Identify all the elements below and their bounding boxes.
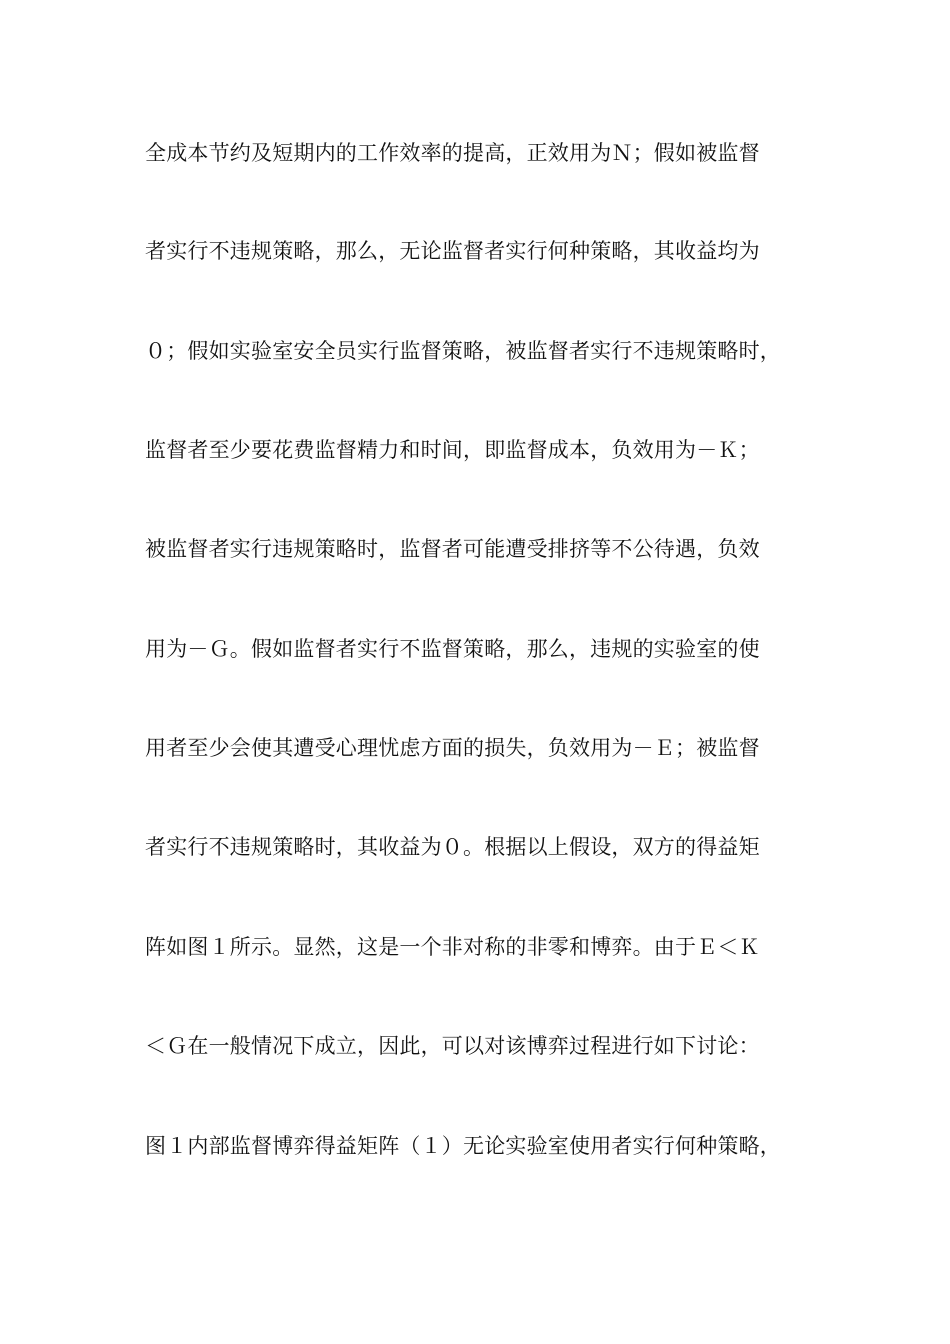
paragraph-line: 者实行不违规策略，那么，无论监督者实行何种策略，其收益均为 — [145, 239, 760, 263]
paragraph-line: 监督者至少要花费监督精力和时间，即监督成本，负效用为－Ｋ； — [145, 438, 760, 462]
paragraph-line: 用者至少会使其遭受心理忧虑方面的损失，负效用为－Ｅ；被监督 — [145, 736, 760, 760]
paragraph-line: ＜Ｇ在一般情况下成立，因此，可以对该博弈过程进行如下讨论： — [145, 1034, 760, 1058]
paragraph-line: ０；假如实验室安全员实行监督策略，被监督者实行不违规策略时， — [145, 339, 781, 363]
paragraph-line: 阵如图１所示。显然，这是一个非对称的非零和博弈。由于Ｅ＜Ｋ — [145, 935, 760, 959]
paragraph-line: 用为－Ｇ。假如监督者实行不监督策略，那么，违规的实验室的使 — [145, 637, 760, 661]
paragraph-line: 全成本节约及短期内的工作效率的提高，正效用为Ｎ；假如被监督 — [145, 141, 760, 165]
paragraph-line: 被监督者实行违规策略时，监督者可能遭受排挤等不公待遇，负效 — [145, 537, 760, 561]
paragraph-line: 图１内部监督博弈得益矩阵（１）无论实验室使用者实行何种策略， — [145, 1134, 781, 1158]
paragraph-line: 者实行不违规策略时，其收益为０。根据以上假设，双方的得益矩 — [145, 835, 760, 859]
